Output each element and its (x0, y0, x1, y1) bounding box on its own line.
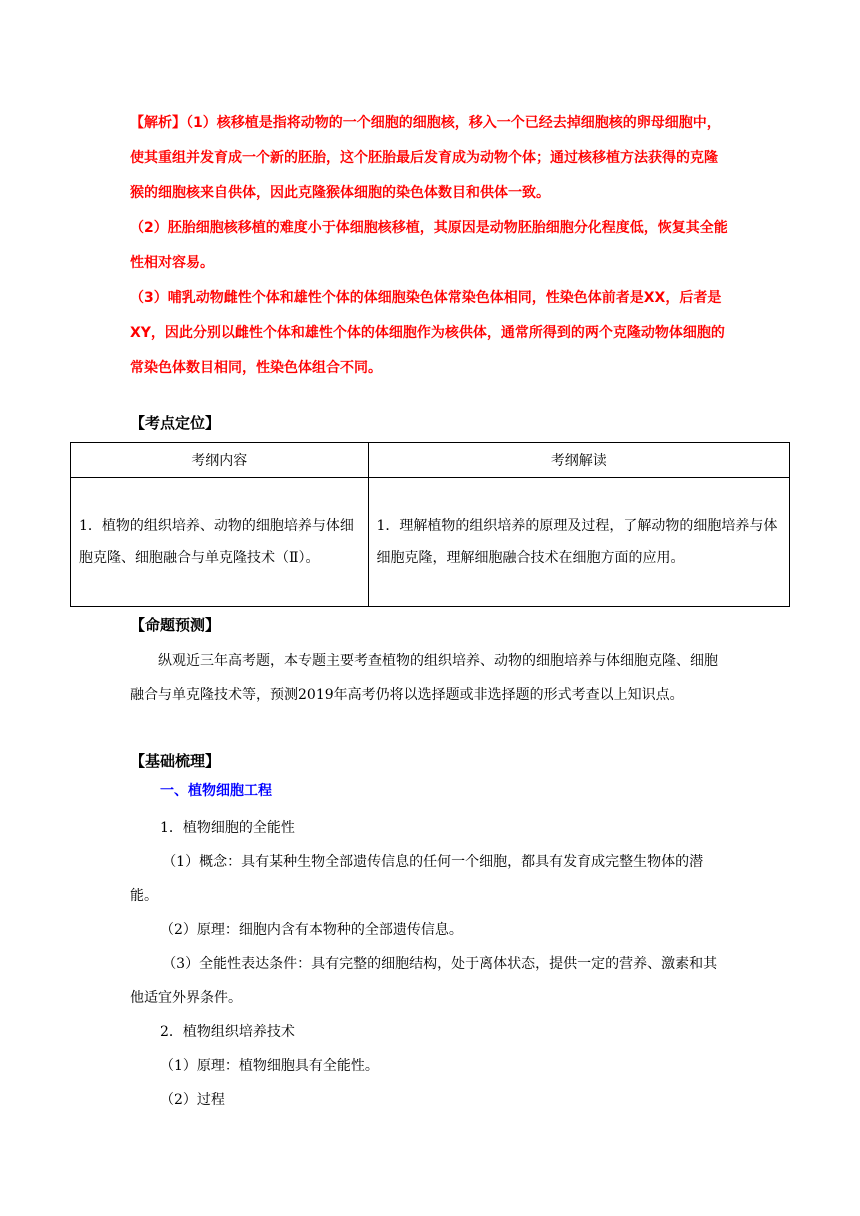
item-2-1: （1）原理：植物细胞具有全能性。 (160, 1058, 379, 1074)
analysis-block (130, 106, 730, 386)
table-row (71, 478, 790, 607)
analysis-label: 【解析】 (130, 115, 186, 131)
yuce-paragraph: 纵观近三年高考题，本专题主要考查植物的组织培养、动物的细胞培养与体细胞克隆、细胞融合与单克隆技术等，预测2019年高考仍将以选择题或非选择题的形式考查以上知识点。 (130, 653, 718, 703)
kaodian-heading: 【考点定位】 (130, 414, 221, 432)
analysis-text-1: （1）核移植是指将动物的一个细胞的细胞核，移入一个已经去掉细胞核的卵母细胞中，使其重组并发育成一个新的胚胎，这个胚胎最后发育成为动物个体；通过核移植方法获得的克隆猴的细胞核来自供体，因此克隆猴体细胞的染色体数目和供体一致。 (130, 115, 721, 201)
table-cell-content: 1．植物的组织培养、动物的细胞培养与体细胞克隆、细胞融合与单克隆技术（Ⅱ）。 (71, 478, 369, 607)
analysis-paragraph-2: （2）胚胎细胞核移植的难度小于体细胞核移植，其原因是动物胚胎细胞分化程度低，恢复其全能性相对容易。 (130, 220, 728, 271)
item-1-1: （1）概念：具有某种生物全部遗传信息的任何一个细胞，都具有发育成完整生物体的潜能。 (130, 854, 704, 904)
table-cell-interpretation: 1．理解植物的组织培养的原理及过程，了解动物的细胞培养与体细胞克隆，理解细胞融合技术在细胞方面的应用。 (368, 478, 790, 607)
item-2-2: （2）过程 (160, 1092, 225, 1108)
item-2-heading: 2．植物组织培养技术 (160, 1024, 295, 1040)
item-1-2: （2）原理：细胞内含有本物种的全部遗传信息。 (160, 922, 463, 938)
yuce-heading: 【命题预测】 (130, 616, 221, 634)
table-header-interpretation: 考纲解读 (368, 443, 790, 478)
table-header-row (71, 443, 790, 478)
table-header-content: 考纲内容 (71, 443, 369, 478)
analysis-paragraph-1 (130, 106, 730, 211)
analysis-paragraph-3: （3）哺乳动物雌性个体和雄性个体的体细胞染色体常染色体相同，性染色体前者是XX，后者是XY，因此分别以雌性个体和雄性个体的体细胞作为核供体，通常所得到的两个克隆动物体细胞的常染色体数目相同，性染色体组合不同。 (130, 290, 725, 376)
kaodian-table (70, 442, 790, 607)
jichu-heading: 【基础梳理】 (130, 752, 221, 770)
item-1-3: （3）全能性表达条件：具有完整的细胞结构，处于离体状态，提供一定的营养、激素和其他适宜外界条件。 (130, 956, 718, 1006)
item-1-heading: 1．植物细胞的全能性 (160, 820, 295, 836)
section-heading-plant-cell-engineering: 一、植物细胞工程 (160, 783, 272, 799)
